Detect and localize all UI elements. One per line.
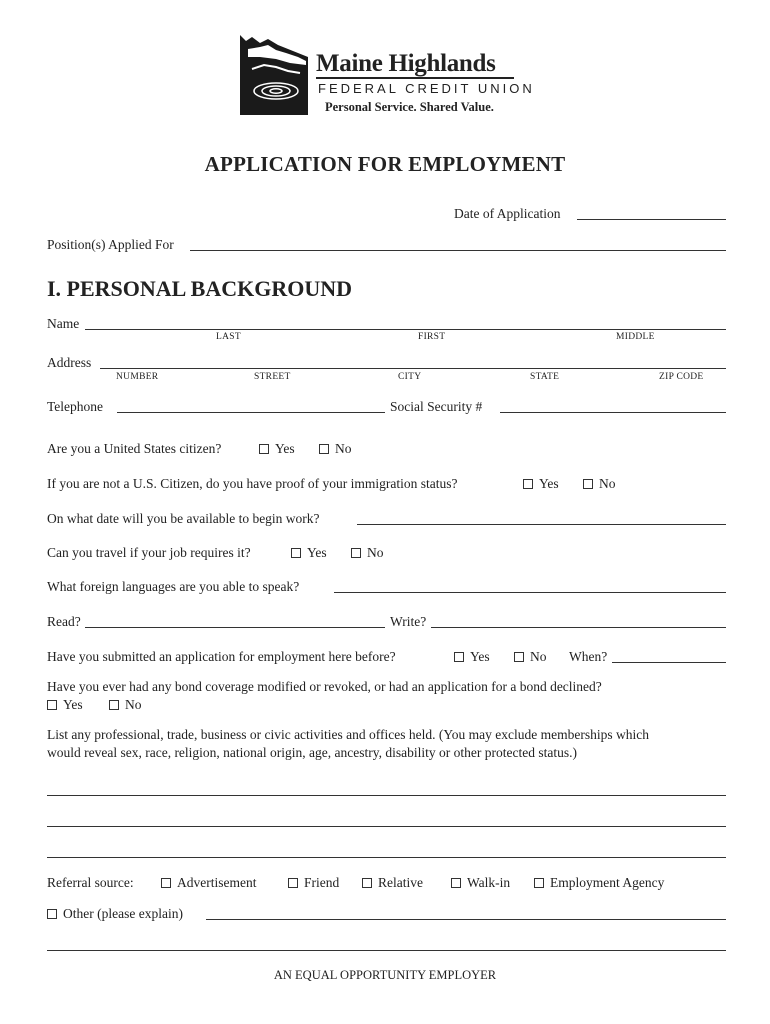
languages-question: What foreign languages are you able to speak? [47, 579, 300, 594]
footer-text: AN EQUAL OPPORTUNITY EMPLOYER [273, 968, 497, 982]
logo-underline [316, 77, 514, 79]
name-first-caption: FIRST [418, 332, 446, 342]
checkbox-icon[interactable] [161, 878, 171, 888]
name-label: Name [47, 316, 80, 331]
immigration-yes-option[interactable]: Yes [523, 476, 559, 492]
citizen-no-option[interactable]: No [319, 441, 352, 457]
logo-name: Maine Highlands [316, 50, 496, 77]
checkbox-icon[interactable] [319, 444, 329, 454]
telephone-label: Telephone [47, 399, 104, 414]
when-label: When? [569, 649, 608, 664]
logo-tagline: Personal Service. Shared Value. [325, 100, 494, 114]
page-title: APPLICATION FOR EMPLOYMENT [204, 152, 566, 176]
citizen-yes-option[interactable]: Yes [259, 441, 295, 457]
address-number-caption: NUMBER [116, 372, 159, 382]
referral-other-option[interactable]: Other (please explain) [47, 906, 183, 922]
logo-subtitle: FEDERAL CREDIT UNION [318, 81, 535, 96]
checkbox-icon[interactable] [291, 548, 301, 558]
checkbox-icon[interactable] [514, 652, 524, 662]
referral-walkin-option[interactable]: Walk-in [451, 875, 510, 891]
checkbox-icon[interactable] [109, 700, 119, 710]
checkbox-icon[interactable] [451, 878, 461, 888]
checkbox-icon[interactable] [288, 878, 298, 888]
available-field[interactable] [357, 524, 726, 525]
address-state-caption: STATE [530, 372, 560, 382]
date-label: Date of Application [454, 206, 561, 221]
address-field[interactable] [100, 368, 726, 369]
checkbox-icon[interactable] [259, 444, 269, 454]
activities-field-2[interactable] [47, 826, 726, 827]
travel-yes-option[interactable]: Yes [291, 545, 327, 561]
activities-field-1[interactable] [47, 795, 726, 796]
name-last-caption: LAST [216, 332, 241, 342]
referral-label: Referral source: [47, 875, 134, 890]
checkbox-icon[interactable] [362, 878, 372, 888]
applied-yes-option[interactable]: Yes [454, 649, 490, 665]
languages-field[interactable] [334, 592, 726, 593]
name-middle-caption: MIDDLE [616, 332, 655, 342]
travel-question: Can you travel if your job requires it? [47, 545, 251, 560]
ssn-field[interactable] [500, 412, 726, 413]
write-field[interactable] [431, 627, 726, 628]
address-street-caption: STREET [254, 372, 291, 382]
name-field[interactable] [85, 329, 726, 330]
bond-question: Have you ever had any bond coverage modified or revoked, or had an application for a bond declined? [47, 679, 602, 694]
address-zip-caption: ZIP CODE [659, 372, 704, 382]
activities-field-3[interactable] [47, 857, 726, 858]
logo-mountain-icon [240, 35, 310, 115]
activities-question-line2: would reveal sex, race, religion, national origin, age, ancestry, disability or other protected status.) [47, 745, 577, 760]
available-question: On what date will you be available to begin work? [47, 511, 320, 526]
read-field[interactable] [85, 627, 385, 628]
checkbox-icon[interactable] [47, 909, 57, 919]
ssn-label: Social Security # [390, 399, 483, 414]
bond-no-option[interactable]: No [109, 697, 142, 713]
checkbox-icon[interactable] [351, 548, 361, 558]
checkbox-icon[interactable] [583, 479, 593, 489]
referral-other-field[interactable] [206, 919, 726, 920]
applied-question: Have you submitted an application for employment here before? [47, 649, 396, 664]
position-label: Position(s) Applied For [47, 237, 174, 252]
position-field[interactable] [190, 250, 726, 251]
checkbox-icon[interactable] [523, 479, 533, 489]
immigration-question: If you are not a U.S. Citizen, do you have proof of your immigration status? [47, 476, 458, 491]
referral-other-field-2[interactable] [47, 950, 726, 951]
applied-no-option[interactable]: No [514, 649, 547, 665]
checkbox-icon[interactable] [47, 700, 57, 710]
referral-friend-option[interactable]: Friend [288, 875, 339, 891]
referral-agency-option[interactable]: Employment Agency [534, 875, 664, 891]
read-label: Read? [47, 614, 81, 629]
travel-no-option[interactable]: No [351, 545, 384, 561]
checkbox-icon[interactable] [534, 878, 544, 888]
immigration-no-option[interactable]: No [583, 476, 616, 492]
referral-relative-option[interactable]: Relative [362, 875, 423, 891]
address-label: Address [47, 355, 92, 370]
checkbox-icon[interactable] [454, 652, 464, 662]
date-field[interactable] [577, 219, 726, 220]
address-city-caption: CITY [398, 372, 422, 382]
activities-question-line1: List any professional, trade, business or civic activities and offices held. (You may exclude memberships which [47, 727, 649, 742]
citizen-question: Are you a United States citizen? [47, 441, 222, 456]
bond-yes-option[interactable]: Yes [47, 697, 83, 713]
telephone-field[interactable] [117, 412, 385, 413]
section-title: I. PERSONAL BACKGROUND [47, 276, 352, 301]
write-label: Write? [390, 614, 427, 629]
when-field[interactable] [612, 662, 726, 663]
referral-advertisement-option[interactable]: Advertisement [161, 875, 256, 891]
